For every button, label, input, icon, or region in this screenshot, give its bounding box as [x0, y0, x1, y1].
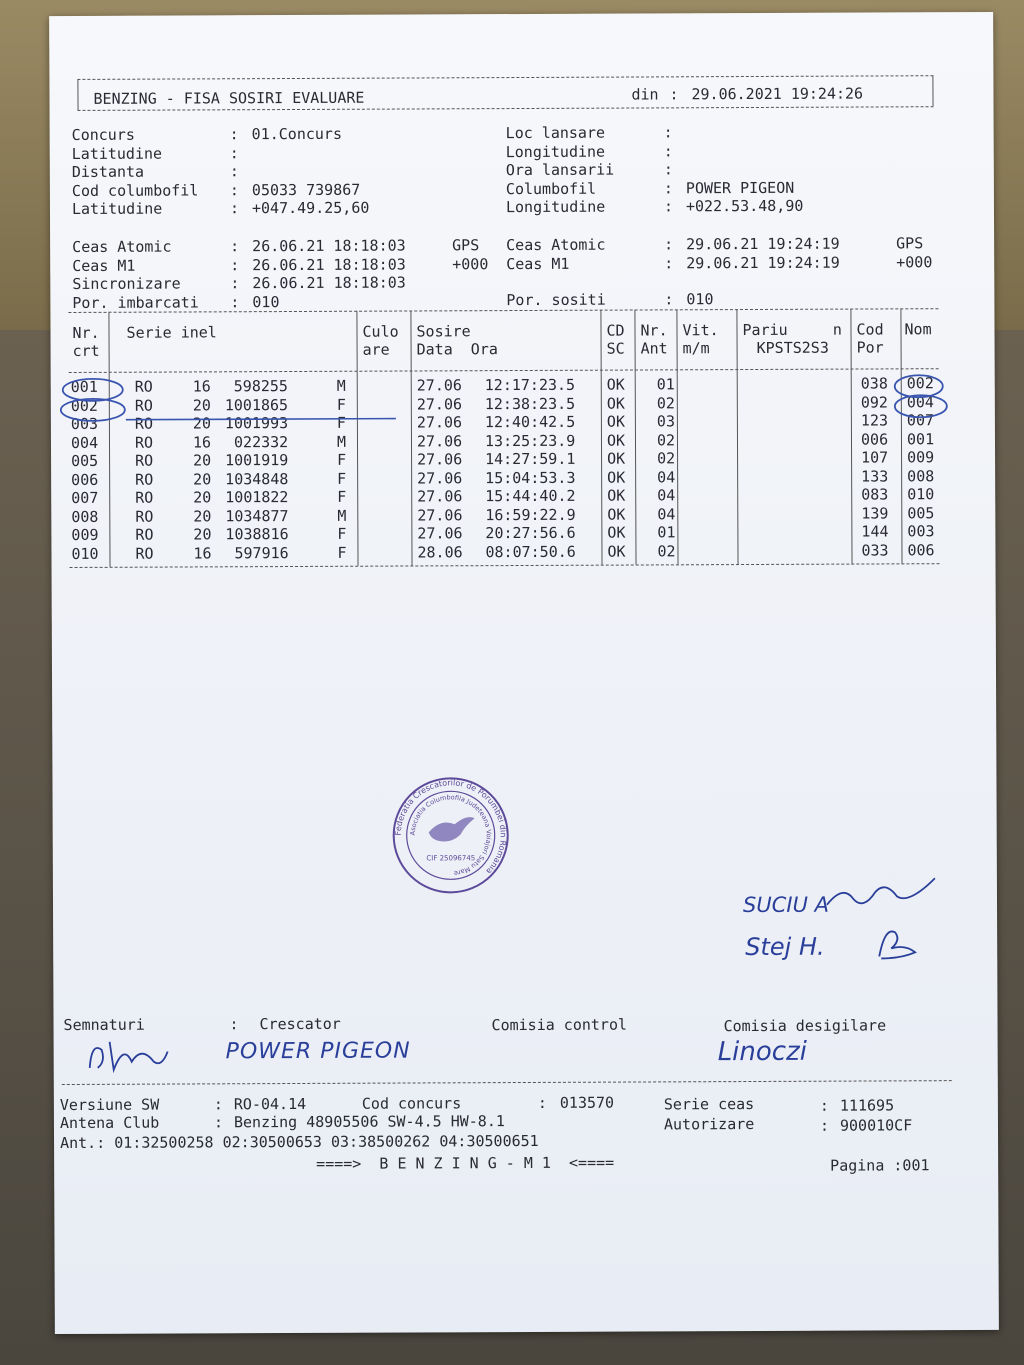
antena-club-colon: : — [213, 1113, 224, 1132]
table-cell-ora: 16:59:22.9 — [485, 505, 576, 524]
table-cell-sex: F — [337, 487, 347, 506]
table-cell-tara: RO — [135, 470, 154, 489]
table-cell-ora: 08:07:50.6 — [485, 542, 576, 561]
table-cell-cod: 133 — [861, 466, 889, 486]
table-cell-tara: RO — [135, 544, 154, 563]
table-cell-data: 28.06 — [417, 542, 463, 561]
table-header: Culo — [362, 322, 399, 341]
table-cell-cd: OK — [607, 542, 626, 561]
table-cell-sex: F — [337, 469, 347, 488]
cod-concurs-colon: : — [537, 1093, 547, 1112]
table-cell-nom: 009 — [907, 448, 935, 467]
table-cell-sex: F — [336, 395, 346, 414]
clock-value: 29.06.21 19:24:19 — [686, 234, 840, 254]
table-cell-cd: OK — [607, 468, 626, 487]
report-date-colon: : — [669, 85, 679, 104]
table-cell-an: 16 — [192, 377, 211, 396]
stamp-cif: CIF 25096745 — [426, 854, 476, 863]
table-cell-data: 27.06 — [416, 413, 463, 432]
autorizare-colon: : — [819, 1116, 830, 1135]
info-label: Ora lansarii — [505, 160, 615, 180]
table-cell-inel: 022332 — [233, 432, 289, 451]
info-label: Longitudine — [505, 197, 606, 217]
table-cell-ora: 12:17:23.5 — [484, 375, 576, 395]
report-title: BENZING - FISA SOSIRI EVALUARE — [93, 88, 365, 108]
clock-colon: : — [664, 235, 674, 254]
info-colon: : — [229, 125, 239, 144]
table-cell-an: 20 — [192, 414, 212, 433]
table-cell-an: 20 — [193, 488, 212, 507]
info-colon: : — [229, 199, 240, 218]
table-cell-data: 27.06 — [417, 468, 463, 487]
cod-concurs-value: 013570 — [559, 1093, 615, 1112]
info-label: Cod columbofil — [71, 180, 199, 200]
table-cell-inel: 1001865 — [224, 395, 289, 414]
info-label: Longitudine — [505, 142, 606, 161]
table-cell-data: 27.06 — [417, 487, 463, 506]
table-header: crt — [72, 341, 100, 360]
clock-colon: : — [230, 255, 240, 274]
table-cell-an: 20 — [192, 395, 211, 414]
table-cell-tara: RO — [134, 396, 153, 415]
table-header: Cod — [856, 320, 884, 339]
clock-suffix: GPS — [896, 234, 924, 253]
table-header: are — [362, 340, 390, 359]
table-header: m/m — [682, 339, 710, 358]
table-header: Nr. — [640, 321, 668, 340]
serie-ceas-value: 111695 — [839, 1096, 895, 1115]
table-header: Nom — [904, 320, 932, 339]
table-cell-tara: RO — [135, 507, 154, 526]
stamp-outer-text: Federatia Crescatorilor de Porumbei din Romania — [393, 778, 508, 876]
clock-colon: : — [664, 290, 674, 309]
info-label: Latitudine — [71, 144, 163, 163]
table-cell-inel: 597916 — [234, 543, 289, 562]
info-value: 01.Concurs — [251, 124, 342, 144]
clock-label: Por. sositi — [506, 290, 606, 310]
clock-value: 26.06.21 18:18:03 — [252, 255, 406, 274]
table-cell-ant: 02 — [656, 430, 676, 449]
clock-colon: : — [230, 274, 240, 293]
table-cell-cod: 006 — [860, 429, 889, 449]
table-cell-data: 27.06 — [416, 376, 462, 395]
info-colon: : — [229, 162, 239, 181]
table-cell-inel: 1001919 — [225, 451, 289, 470]
table-header: Pariu n — [742, 320, 842, 340]
table-cell-an: 20 — [193, 525, 212, 544]
table-cell-ora: 13:25:23.9 — [484, 431, 576, 450]
table-cell-nr: 003 — [70, 414, 99, 433]
signature-scribble-2 — [871, 922, 921, 962]
info-label: Loc lansare — [505, 123, 606, 143]
table-cell-ant: 04 — [657, 486, 676, 505]
table-cell-nom: 003 — [907, 522, 935, 541]
clock-colon: : — [230, 292, 240, 311]
table-cell-ora: 12:38:23.5 — [484, 394, 576, 413]
table-cell-ant: 02 — [657, 541, 676, 560]
signature-crescator-scribble — [84, 1032, 174, 1076]
clock-label: Ceas M1 — [506, 254, 570, 273]
versiune-sw-value: RO-04.14 — [233, 1094, 307, 1114]
table-cell-data: 27.06 — [417, 450, 463, 469]
table-cell-tara: RO — [134, 414, 154, 433]
comisia-desigilare-label: Comisia desigilare — [723, 1016, 887, 1036]
report-date-label: din — [631, 85, 659, 104]
circle-row-001 — [63, 379, 123, 401]
clock-colon: : — [664, 253, 674, 272]
table-cell-cod: 038 — [860, 374, 888, 393]
clock-suffix: +000 — [452, 254, 489, 273]
table-cell-ora: 14:27:59.1 — [485, 449, 576, 469]
comisia-control-label: Comisia control — [491, 1015, 628, 1035]
table-cell-nr: 007 — [71, 488, 99, 507]
clock-value: 26.06.21 18:18:03 — [252, 273, 406, 293]
table-cell-nom: 007 — [906, 411, 935, 430]
info-colon: : — [663, 160, 673, 179]
table-cell-nr: 005 — [71, 451, 99, 470]
report-date-value: 29.06.2021 19:24:26 — [691, 84, 864, 104]
antenna-list: Ant.: 01:32500258 02:30500653 03:38500262 04:30500651 — [60, 1131, 539, 1153]
table-cell-nom: 006 — [907, 540, 935, 559]
circle-nom-004 — [895, 392, 947, 417]
table-cell-inel: 1001993 — [224, 414, 289, 433]
table-header: Por — [856, 338, 884, 357]
table-cell-ant: 02 — [656, 393, 675, 412]
clock-label: Por. imbarcati — [72, 292, 199, 312]
clock-value: 29.06.21 19:24:19 — [686, 253, 840, 272]
table-cell-sex: F — [337, 524, 347, 543]
table-cell-tara: RO — [135, 488, 154, 507]
page-number: Pagina :001 — [830, 1156, 930, 1175]
table-cell-cod: 092 — [860, 392, 888, 412]
table-cell-ora: 15:04:53.3 — [485, 468, 576, 487]
cod-concurs-label: Cod concurs — [361, 1094, 462, 1113]
info-value: POWER PIGEON — [685, 178, 795, 197]
table-cell-cod: 083 — [861, 485, 889, 504]
table-cell-ora: 12:40:42.5 — [484, 412, 576, 432]
info-label: Latitudine — [71, 199, 163, 218]
table-cell-inel: 598255 — [233, 377, 288, 396]
clock-label: Sincronizare — [72, 274, 181, 293]
signatures-label: Semnaturi — [63, 1015, 145, 1035]
clock-suffix: GPS — [452, 236, 480, 255]
clock-colon: : — [230, 237, 240, 256]
info-label: Distanta — [71, 162, 145, 181]
table-cell-sex: M — [337, 506, 347, 525]
table-cell-cd: OK — [606, 375, 625, 394]
underline-row-002 — [126, 419, 396, 420]
clock-label: Ceas M1 — [72, 256, 136, 275]
table-cell-ant: 01 — [656, 375, 675, 394]
circle-row-002 — [61, 399, 125, 421]
clock-value: 010 — [252, 292, 280, 311]
table-cell-sex: F — [337, 450, 347, 469]
table-header: Sosire — [416, 322, 471, 341]
table-cell-nom: 010 — [907, 485, 935, 504]
info-colon: : — [663, 178, 673, 197]
table-cell-ant: 02 — [657, 449, 676, 468]
table-cell-nom: 008 — [907, 466, 935, 485]
table-cell-tara: RO — [135, 451, 154, 470]
signatures-colon: : — [229, 1015, 239, 1034]
table-header: SC — [606, 339, 625, 358]
antena-club-label: Antena Club — [59, 1113, 160, 1133]
info-value: 05033 739867 — [251, 180, 361, 199]
table-cell-cod: 123 — [860, 411, 889, 430]
table-cell-cod: 144 — [861, 522, 889, 541]
autorizare-label: Autorizare — [663, 1114, 755, 1134]
info-value: +047.49.25,60 — [251, 198, 370, 218]
table-cell-nr: 010 — [71, 544, 99, 563]
signature-stej: Stej H. — [745, 932, 825, 962]
table-cell-an: 20 — [193, 469, 212, 488]
table-header: Data Ora — [416, 340, 498, 359]
antena-club-value: Benzing 48905506 SW-4.5 HW-8.1 — [233, 1112, 505, 1132]
table-cell-cd: OK — [606, 412, 626, 431]
table-cell-an: 16 — [192, 432, 212, 451]
signature-desigilare: Linoczi — [717, 1036, 807, 1068]
paper-sheet — [49, 12, 999, 1334]
info-colon: : — [663, 197, 674, 216]
stamp-inner-text: Asociatia Columbofila Judeteana Voiajori Satu Mare — [408, 793, 493, 878]
table-header: Serie inel — [126, 323, 217, 342]
table-cell-sex: F — [337, 543, 347, 562]
info-label: Columbofil — [505, 179, 597, 198]
benzing-brand-line: ====> B E N Z I N G - M 1 <==== — [316, 1153, 615, 1173]
table-cell-nr: 008 — [71, 507, 99, 526]
crescator-label: Crescator — [259, 1014, 341, 1034]
table-cell-tara: RO — [134, 433, 154, 452]
clock-suffix: +000 — [896, 252, 933, 271]
table-cell-cod: 107 — [861, 448, 889, 467]
table-cell-sex: M — [336, 432, 347, 451]
table-cell-nr: 009 — [71, 525, 99, 544]
info-colon: : — [663, 123, 673, 142]
versiune-sw-colon: : — [213, 1095, 223, 1114]
table-cell-ant: 04 — [657, 467, 676, 486]
autorizare-value: 900010CF — [839, 1116, 913, 1135]
clock-value: 26.06.21 18:18:03 — [252, 236, 406, 256]
dove-icon — [429, 817, 475, 841]
info-value: +022.53.48,90 — [685, 196, 804, 216]
clock-label: Ceas Atomic — [506, 235, 606, 255]
table-cell-nr: 001 — [70, 377, 98, 396]
table-cell-inel: 1034848 — [225, 469, 289, 488]
table-cell-cod: 139 — [861, 503, 889, 523]
table-cell-an: 16 — [193, 543, 212, 562]
table-cell-nr: 004 — [70, 433, 99, 452]
serie-ceas-label: Serie ceas — [663, 1094, 755, 1114]
table-cell-nr: 002 — [70, 396, 98, 415]
table-header: KPSTS2S3 — [756, 338, 829, 357]
table-header: Nr. — [72, 323, 100, 342]
circle-nom-002 — [895, 375, 943, 397]
table-cell-ant: 04 — [657, 504, 676, 523]
table-cell-cod: 033 — [861, 540, 889, 560]
table-cell-cd: OK — [606, 431, 626, 450]
table-cell-inel: 1034877 — [225, 506, 289, 525]
table-cell-sex: F — [336, 413, 346, 432]
table-cell-nom: 002 — [906, 374, 934, 393]
signature-scribble-1 — [823, 874, 943, 915]
info-colon: : — [229, 180, 239, 199]
table-header: CD — [606, 321, 625, 340]
table-cell-data: 27.06 — [416, 431, 463, 450]
table-cell-an: 20 — [193, 451, 212, 470]
table-header: Vit. — [682, 321, 719, 340]
table-cell-inel: 1038816 — [225, 525, 289, 544]
info-label: Concurs — [71, 125, 135, 144]
table-cell-ant: 01 — [657, 523, 676, 542]
table-cell-ora: 15:44:40.2 — [485, 486, 576, 506]
table-cell-ant: 03 — [656, 412, 676, 431]
table-cell-ora: 20:27:56.6 — [485, 523, 576, 543]
table-cell-an: 20 — [193, 506, 212, 525]
clock-value: 010 — [686, 290, 714, 309]
table-cell-tara: RO — [134, 377, 153, 396]
table-cell-inel: 1001822 — [225, 488, 289, 507]
table-cell-data: 27.06 — [417, 505, 463, 524]
info-colon: : — [229, 143, 239, 162]
serie-ceas-colon: : — [819, 1096, 829, 1115]
table-cell-cd: OK — [607, 523, 626, 542]
table-cell-tara: RO — [135, 525, 154, 544]
table-cell-cd: OK — [606, 394, 625, 413]
table-cell-nr: 006 — [71, 470, 99, 489]
table-header: Ant — [640, 339, 668, 358]
signature-suciu: SUCIU A — [742, 892, 830, 918]
table-cell-sex: M — [336, 376, 346, 395]
table-cell-nom: 001 — [906, 429, 935, 448]
table-cell-cd: OK — [607, 486, 626, 505]
table-cell-data: 27.06 — [416, 394, 463, 413]
info-colon: : — [663, 141, 673, 160]
table-cell-cd: OK — [607, 505, 626, 524]
table-cell-nom: 005 — [907, 503, 935, 522]
association-stamp — [390, 774, 511, 897]
versiune-sw-label: Versiune SW — [59, 1095, 160, 1115]
table-cell-cd: OK — [607, 449, 626, 468]
signature-power-pigeon: POWER PIGEON — [225, 1038, 411, 1065]
table-cell-nom: 004 — [906, 392, 934, 411]
clock-label: Ceas Atomic — [72, 237, 172, 256]
table-cell-data: 27.06 — [417, 524, 463, 543]
